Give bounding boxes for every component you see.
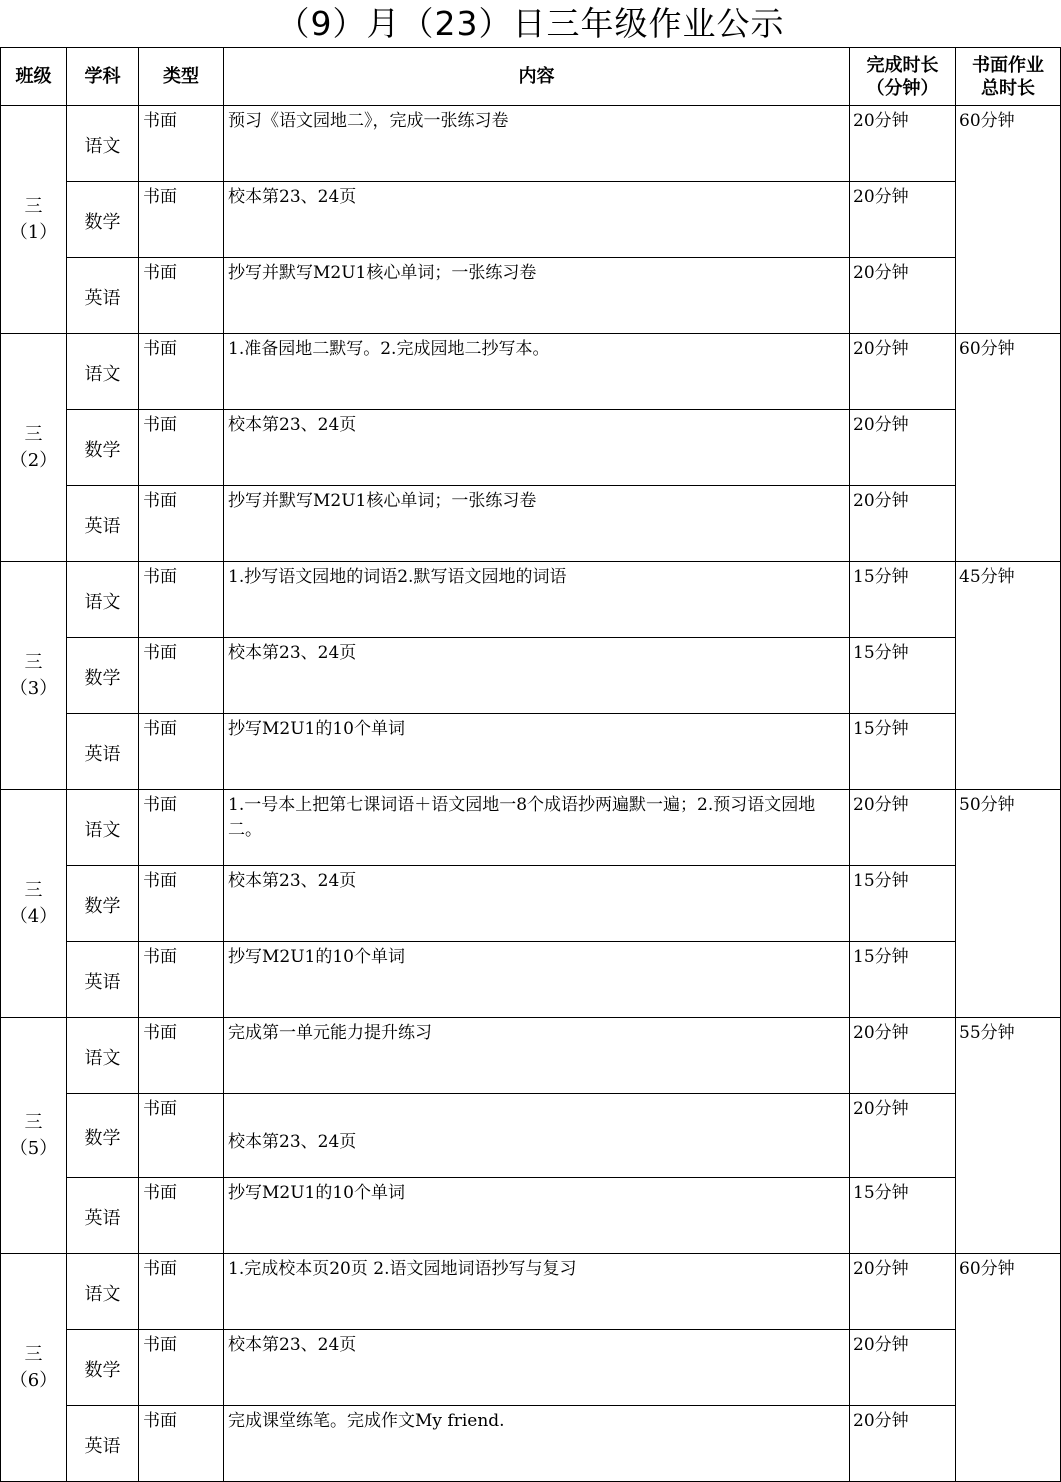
type-cell: 书面 [139, 714, 224, 790]
class-number: （4） [9, 905, 58, 927]
table-row [1, 1254, 1061, 1330]
class-cell [1, 790, 67, 1018]
subject-cell: 数学 [67, 1330, 139, 1406]
header-duration-line2: （分钟） [866, 77, 939, 99]
homework-table [0, 47, 1061, 1482]
duration-cell: 20分钟 [850, 1330, 956, 1406]
duration-cell: 20分钟 [850, 182, 956, 258]
total-cell: 60分钟 [956, 334, 1061, 562]
duration-cell: 20分钟 [850, 334, 956, 410]
type-cell: 书面 [139, 334, 224, 410]
duration-cell: 20分钟 [850, 410, 956, 486]
content-cell: 1.抄写语文园地的词语2.默写语文园地的词语 [224, 562, 850, 638]
content-cell: 校本第23、24页 [224, 1094, 850, 1178]
header-type: 类型 [139, 48, 224, 106]
content-cell: 1.一号本上把第七课词语＋语文园地一8个成语抄两遍默一遍；2.预习语文园地二。 [224, 790, 850, 866]
type-cell: 书面 [139, 1330, 224, 1406]
subject-cell: 英语 [67, 258, 139, 334]
table-row [1, 1330, 1061, 1406]
duration-cell: 15分钟 [850, 1178, 956, 1254]
content-cell: 1.准备园地二默写。2.完成园地二抄写本。 [224, 334, 850, 410]
type-cell: 书面 [139, 790, 224, 866]
type-cell: 书面 [139, 1094, 224, 1178]
table-row [1, 486, 1061, 562]
class-grade: 三 [24, 879, 43, 901]
content-cell: 完成第一单元能力提升练习 [224, 1018, 850, 1094]
header-total-line2: 总时长 [981, 77, 1035, 99]
content-cell: 抄写M2U1的10个单词 [224, 1178, 850, 1254]
subject-cell: 数学 [67, 410, 139, 486]
duration-cell: 15分钟 [850, 638, 956, 714]
duration-cell: 15分钟 [850, 714, 956, 790]
duration-cell: 15分钟 [850, 942, 956, 1018]
table-row [1, 1178, 1061, 1254]
type-cell: 书面 [139, 1254, 224, 1330]
table-row [1, 1406, 1061, 1482]
class-number: （3） [9, 677, 58, 699]
class-cell [1, 562, 67, 790]
header-total [956, 48, 1061, 106]
table-body [1, 106, 1061, 1482]
duration-cell: 20分钟 [850, 1018, 956, 1094]
class-cell [1, 1018, 67, 1254]
class-number: （6） [9, 1369, 58, 1391]
content-cell: 抄写并默写M2U1核心单词；一张练习卷 [224, 486, 850, 562]
subject-cell: 语文 [67, 106, 139, 182]
class-cell [1, 334, 67, 562]
subject-cell: 英语 [67, 714, 139, 790]
content-cell: 完成课堂练笔。完成作文My friend. [224, 1406, 850, 1482]
class-number: （5） [9, 1137, 58, 1159]
type-cell: 书面 [139, 1178, 224, 1254]
table-row [1, 106, 1061, 182]
duration-cell: 15分钟 [850, 562, 956, 638]
class-number: （1） [9, 221, 58, 243]
class-grade: 三 [24, 651, 43, 673]
table-row [1, 638, 1061, 714]
subject-cell: 数学 [67, 1094, 139, 1178]
table-row [1, 182, 1061, 258]
header-row [1, 48, 1061, 106]
duration-cell: 20分钟 [850, 1254, 956, 1330]
type-cell: 书面 [139, 1406, 224, 1482]
table-row [1, 334, 1061, 410]
table-row [1, 942, 1061, 1018]
duration-cell: 20分钟 [850, 486, 956, 562]
total-cell: 60分钟 [956, 1254, 1061, 1482]
content-cell: 1.完成校本页20页 2.语文园地词语抄写与复习 [224, 1254, 850, 1330]
total-cell: 45分钟 [956, 562, 1061, 790]
subject-cell: 英语 [67, 1406, 139, 1482]
content-cell: 校本第23、24页 [224, 638, 850, 714]
class-cell [1, 106, 67, 334]
content-cell: 校本第23、24页 [224, 182, 850, 258]
class-grade: 三 [24, 1343, 43, 1365]
duration-cell: 20分钟 [850, 106, 956, 182]
class-grade: 三 [24, 423, 43, 445]
class-grade: 三 [24, 195, 43, 217]
content-cell: 预习《语文园地二》，完成一张练习卷 [224, 106, 850, 182]
header-duration [850, 48, 956, 106]
duration-cell: 20分钟 [850, 1406, 956, 1482]
table-row [1, 790, 1061, 866]
type-cell: 书面 [139, 106, 224, 182]
content-cell: 校本第23、24页 [224, 866, 850, 942]
subject-cell: 语文 [67, 1254, 139, 1330]
table-row [1, 1094, 1061, 1178]
duration-cell: 20分钟 [850, 790, 956, 866]
table-row [1, 1018, 1061, 1094]
total-cell: 50分钟 [956, 790, 1061, 1018]
table-row [1, 410, 1061, 486]
subject-cell: 数学 [67, 182, 139, 258]
duration-cell: 20分钟 [850, 1094, 956, 1178]
type-cell: 书面 [139, 258, 224, 334]
type-cell: 书面 [139, 562, 224, 638]
type-cell: 书面 [139, 410, 224, 486]
subject-cell: 语文 [67, 562, 139, 638]
subject-cell: 数学 [67, 638, 139, 714]
header-duration-line1: 完成时长 [866, 54, 939, 76]
header-class: 班级 [1, 48, 67, 106]
total-cell: 60分钟 [956, 106, 1061, 334]
header-content: 内容 [224, 48, 850, 106]
total-cell: 55分钟 [956, 1018, 1061, 1254]
class-grade: 三 [24, 1111, 43, 1133]
type-cell: 书面 [139, 486, 224, 562]
content-cell: 校本第23、24页 [224, 1330, 850, 1406]
table-row [1, 714, 1061, 790]
type-cell: 书面 [139, 866, 224, 942]
subject-cell: 数学 [67, 866, 139, 942]
duration-cell: 15分钟 [850, 866, 956, 942]
header-subject: 学科 [67, 48, 139, 106]
content-cell: 校本第23、24页 [224, 410, 850, 486]
subject-cell: 英语 [67, 1178, 139, 1254]
table-row [1, 258, 1061, 334]
class-number: （2） [9, 449, 58, 471]
class-cell [1, 1254, 67, 1482]
content-cell: 抄写并默写M2U1核心单词；一张练习卷 [224, 258, 850, 334]
table-row [1, 866, 1061, 942]
subject-cell: 语文 [67, 790, 139, 866]
page-title: （9）月（23）日三年级作业公示 [276, 4, 785, 43]
type-cell: 书面 [139, 638, 224, 714]
type-cell: 书面 [139, 1018, 224, 1094]
type-cell: 书面 [139, 182, 224, 258]
subject-cell: 语文 [67, 334, 139, 410]
type-cell: 书面 [139, 942, 224, 1018]
subject-cell: 语文 [67, 1018, 139, 1094]
table-row [1, 562, 1061, 638]
content-cell: 抄写M2U1的10个单词 [224, 942, 850, 1018]
content-cell: 抄写M2U1的10个单词 [224, 714, 850, 790]
duration-cell: 20分钟 [850, 258, 956, 334]
subject-cell: 英语 [67, 942, 139, 1018]
header-total-line1: 书面作业 [972, 54, 1044, 76]
subject-cell: 英语 [67, 486, 139, 562]
